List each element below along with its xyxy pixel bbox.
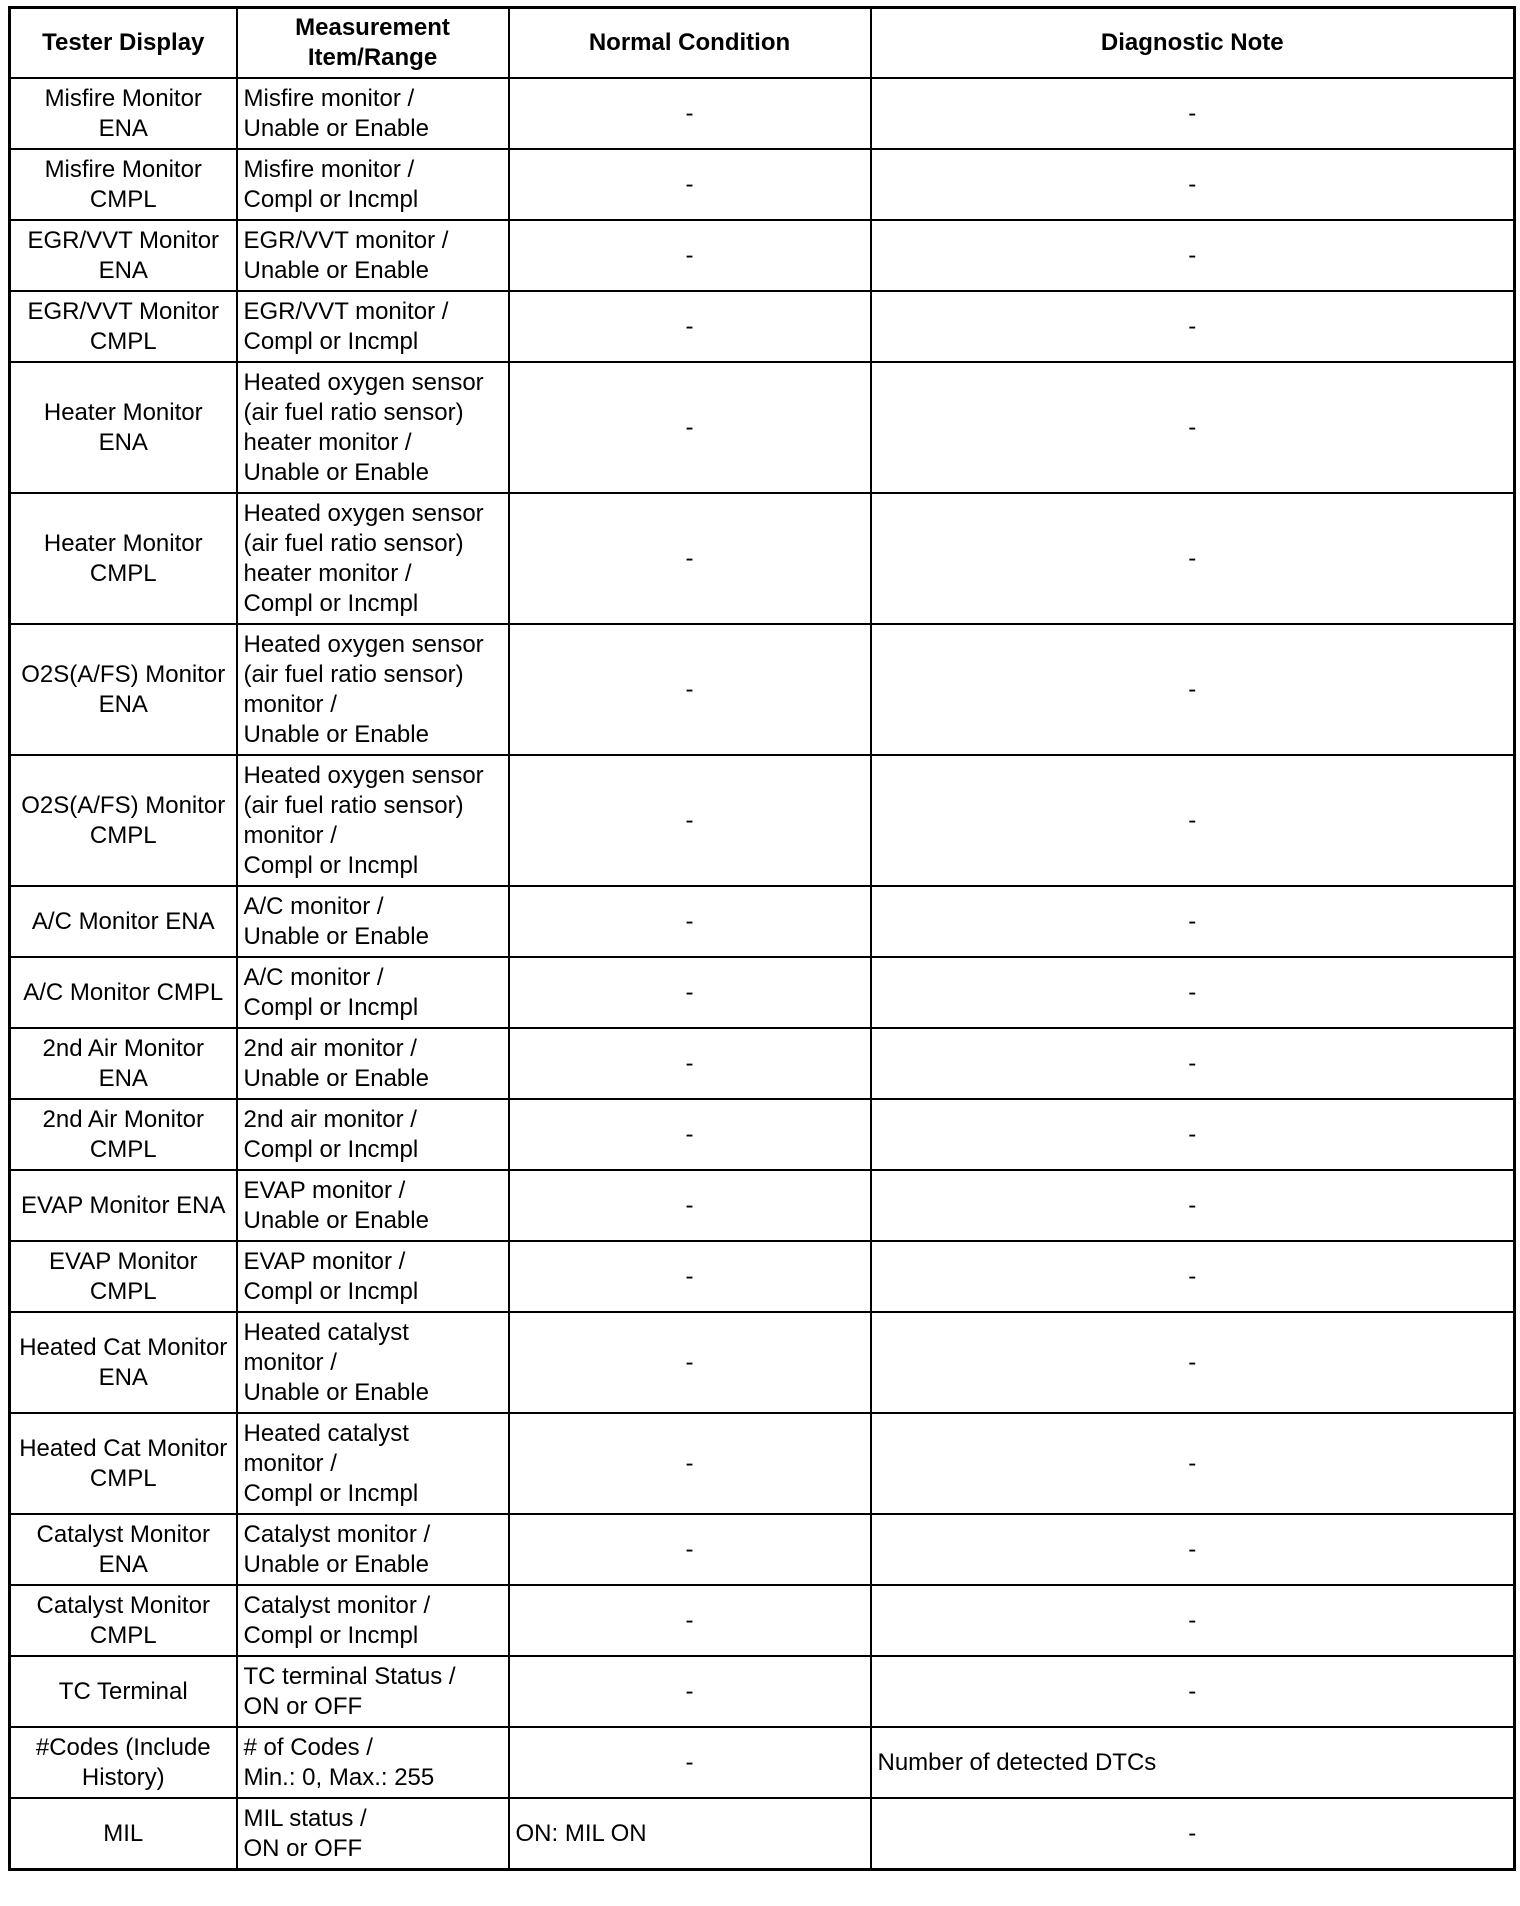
diagnostic-table-container [8,6,1513,1871]
table-row [10,493,1515,624]
header-measurement: Measurement Item/Range [237,8,509,79]
normal-condition-cell: - [509,886,871,957]
normal-condition-cell: - [509,1028,871,1099]
diagnostic-note-cell: - [871,1312,1515,1413]
tester-display-cell: Misfire Monitor ENA [10,78,237,149]
diagnostic-note-cell: Number of detected DTCs [871,1727,1515,1798]
tester-display-cell: Heated Cat Monitor CMPL [10,1413,237,1514]
diagnostic-note-cell: - [871,291,1515,362]
table-row [10,1099,1515,1170]
diagnostic-note-cell: - [871,1514,1515,1585]
tester-display-cell: O2S(A/FS) Monitor CMPL [10,755,237,886]
diagnostic-note-cell: - [871,755,1515,886]
diagnostic-note-cell: - [871,957,1515,1028]
normal-condition-cell: - [509,362,871,493]
table-row [10,755,1515,886]
normal-condition-cell: ON: MIL ON [509,1798,871,1870]
diagnostic-note-cell: - [871,1241,1515,1312]
normal-condition-cell: - [509,1585,871,1656]
table-row [10,1413,1515,1514]
measurement-cell: Heated catalyst monitor / Compl or Incmpl [237,1413,509,1514]
diagnostic-data-table [8,6,1516,1871]
diagnostic-note-cell: - [871,78,1515,149]
table-row [10,1514,1515,1585]
normal-condition-cell: - [509,1241,871,1312]
tester-display-cell: #Codes (Include History) [10,1727,237,1798]
normal-condition-cell: - [509,78,871,149]
table-row [10,291,1515,362]
table-row [10,1656,1515,1727]
diagnostic-note-cell: - [871,1028,1515,1099]
tester-display-cell: Heated Cat Monitor ENA [10,1312,237,1413]
normal-condition-cell: - [509,291,871,362]
normal-condition-cell: - [509,755,871,886]
table-row [10,1312,1515,1413]
table-row [10,1170,1515,1241]
normal-condition-cell: - [509,1656,871,1727]
measurement-cell: Catalyst monitor / Unable or Enable [237,1514,509,1585]
header-diagnostic-note: Diagnostic Note [871,8,1515,79]
table-row [10,624,1515,755]
measurement-cell: Catalyst monitor / Compl or Incmpl [237,1585,509,1656]
normal-condition-cell: - [509,1727,871,1798]
table-row [10,149,1515,220]
normal-condition-cell: - [509,493,871,624]
measurement-cell: Heated catalyst monitor / Unable or Enable [237,1312,509,1413]
normal-condition-cell: - [509,624,871,755]
diagnostic-note-cell: - [871,493,1515,624]
table-row [10,886,1515,957]
table-row [10,1798,1515,1870]
header-normal-condition: Normal Condition [509,8,871,79]
measurement-cell: Heated oxygen sensor (air fuel ratio sensor) heater monitor / Unable or Enable [237,362,509,493]
measurement-cell: # of Codes / Min.: 0, Max.: 255 [237,1727,509,1798]
diagnostic-note-cell: - [871,1413,1515,1514]
normal-condition-cell: - [509,1170,871,1241]
table-row [10,78,1515,149]
diagnostic-note-cell: - [871,1099,1515,1170]
measurement-cell: MIL status / ON or OFF [237,1798,509,1870]
tester-display-cell: A/C Monitor ENA [10,886,237,957]
diagnostic-note-cell: - [871,1798,1515,1870]
diagnostic-note-cell: - [871,362,1515,493]
measurement-cell: TC terminal Status / ON or OFF [237,1656,509,1727]
diagnostic-note-cell: - [871,1656,1515,1727]
measurement-cell: Heated oxygen sensor (air fuel ratio sensor) monitor / Unable or Enable [237,624,509,755]
diagnostic-note-cell: - [871,1170,1515,1241]
measurement-cell: Heated oxygen sensor (air fuel ratio sensor) heater monitor / Compl or Incmpl [237,493,509,624]
tester-display-cell: Catalyst Monitor CMPL [10,1585,237,1656]
measurement-cell: EGR/VVT monitor / Compl or Incmpl [237,291,509,362]
table-row [10,220,1515,291]
normal-condition-cell: - [509,220,871,291]
header-row [10,8,1515,79]
table-row [10,1241,1515,1312]
normal-condition-cell: - [509,957,871,1028]
tester-display-cell: Heater Monitor ENA [10,362,237,493]
tester-display-cell: A/C Monitor CMPL [10,957,237,1028]
measurement-cell: A/C monitor / Compl or Incmpl [237,957,509,1028]
measurement-cell: Heated oxygen sensor (air fuel ratio sensor) monitor / Compl or Incmpl [237,755,509,886]
diagnostic-note-cell: - [871,886,1515,957]
diagnostic-note-cell: - [871,149,1515,220]
tester-display-cell: TC Terminal [10,1656,237,1727]
normal-condition-cell: - [509,1099,871,1170]
tester-display-cell: 2nd Air Monitor CMPL [10,1099,237,1170]
header-tester-display: Tester Display [10,8,237,79]
measurement-cell: EGR/VVT monitor / Unable or Enable [237,220,509,291]
diagnostic-note-cell: - [871,220,1515,291]
normal-condition-cell: - [509,149,871,220]
tester-display-cell: EVAP Monitor ENA [10,1170,237,1241]
normal-condition-cell: - [509,1514,871,1585]
tester-display-cell: EVAP Monitor CMPL [10,1241,237,1312]
tester-display-cell: Misfire Monitor CMPL [10,149,237,220]
tester-display-cell: EGR/VVT Monitor ENA [10,220,237,291]
tester-display-cell: EGR/VVT Monitor CMPL [10,291,237,362]
normal-condition-cell: - [509,1312,871,1413]
diagnostic-note-cell: - [871,1585,1515,1656]
tester-display-cell: 2nd Air Monitor ENA [10,1028,237,1099]
measurement-cell: Misfire monitor / Unable or Enable [237,78,509,149]
table-row [10,1028,1515,1099]
tester-display-cell: O2S(A/FS) Monitor ENA [10,624,237,755]
tester-display-cell: Heater Monitor CMPL [10,493,237,624]
measurement-cell: 2nd air monitor / Compl or Incmpl [237,1099,509,1170]
tester-display-cell: Catalyst Monitor ENA [10,1514,237,1585]
measurement-cell: A/C monitor / Unable or Enable [237,886,509,957]
normal-condition-cell: - [509,1413,871,1514]
diagnostic-note-cell: - [871,624,1515,755]
tester-display-cell: MIL [10,1798,237,1870]
table-row [10,362,1515,493]
measurement-cell: EVAP monitor / Unable or Enable [237,1170,509,1241]
table-row [10,957,1515,1028]
measurement-cell: Misfire monitor / Compl or Incmpl [237,149,509,220]
table-row [10,1585,1515,1656]
measurement-cell: EVAP monitor / Compl or Incmpl [237,1241,509,1312]
measurement-cell: 2nd air monitor / Unable or Enable [237,1028,509,1099]
table-row [10,1727,1515,1798]
